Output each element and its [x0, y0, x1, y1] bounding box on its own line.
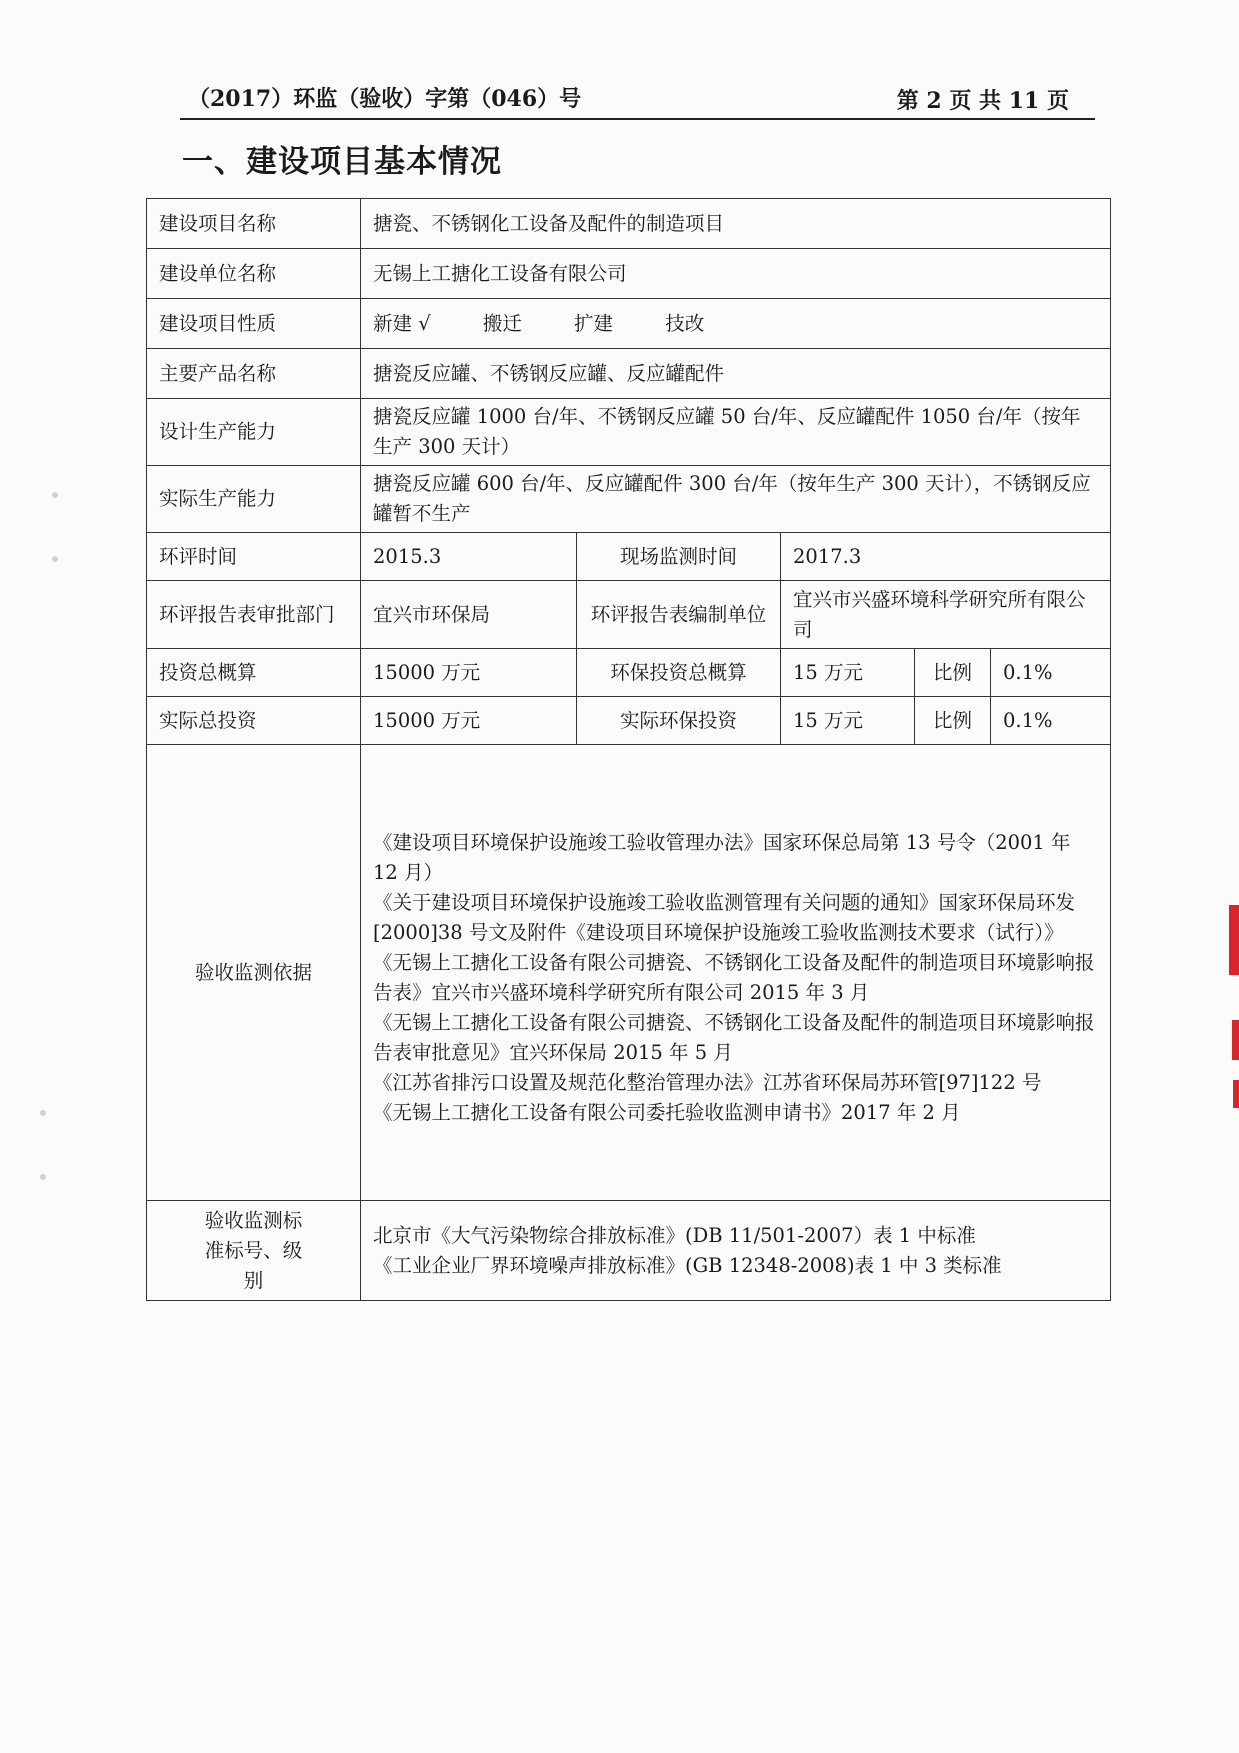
binding-hole — [52, 492, 58, 498]
table-row — [147, 349, 1111, 399]
table-row — [147, 649, 1111, 697]
table-row — [147, 249, 1111, 299]
design-capacity-label: 设计生产能力 — [147, 399, 361, 466]
products-value: 搪瓷反应罐、不锈钢反应罐、反应罐配件 — [361, 349, 1111, 399]
table-row — [147, 399, 1111, 466]
actual-invest-value: 15000 万元 — [361, 697, 577, 745]
ratio-est-label: 比例 — [915, 649, 991, 697]
approval-dept-label: 环评报告表审批部门 — [147, 581, 361, 649]
binding-hole — [40, 1110, 46, 1116]
nature-option-expand: 扩建 — [574, 311, 614, 335]
design-capacity-value: 搪瓷反应罐 1000 台/年、不锈钢反应罐 50 台/年、反应罐配件 1050 台/年（按年生产 300 天计） — [361, 399, 1111, 466]
compile-unit-value: 宜兴市兴盛环境科学研究所有限公司 — [781, 581, 1111, 649]
basis-item: 《无锡上工搪化工设备有限公司搪瓷、不锈钢化工设备及配件的制造项目环境影响报告表审批意见》宜兴环保局 2015 年 5 月 — [373, 1011, 1095, 1064]
document-number: （2017）环监（验收）字第（046）号 — [188, 86, 582, 112]
standard-item: 北京市《大气污染物综合排放标准》(DB 11/501-2007）表 1 中标准 — [373, 1223, 976, 1247]
actual-env-invest-label: 实际环保投资 — [577, 697, 781, 745]
red-stamp-edge — [1232, 1020, 1239, 1060]
red-stamp-edge — [1229, 905, 1239, 975]
nature-option-new: 新建 √ — [373, 311, 431, 335]
table-row — [147, 533, 1111, 581]
standard-item: 《工业企业厂界环境噪声排放标准》(GB 12348-2008)表 1 中 3 类标准 — [373, 1253, 1002, 1277]
table-row — [147, 581, 1111, 649]
project-info-table — [146, 198, 1111, 1301]
invest-est-label: 投资总概算 — [147, 649, 361, 697]
nature-option-relocate: 搬迁 — [482, 311, 522, 335]
invest-est-value: 15000 万元 — [361, 649, 577, 697]
basis-label: 验收监测依据 — [147, 745, 361, 1201]
basis-item: 《无锡上工搪化工设备有限公司搪瓷、不锈钢化工设备及配件的制造项目环境影响报告表》宜兴市兴盛环境科学研究所有限公司 2015 年 3 月 — [373, 951, 1095, 1004]
red-stamp-edge — [1233, 1080, 1239, 1108]
basis-item: 《无锡上工搪化工设备有限公司委托验收监测申请书》2017 年 2 月 — [373, 1101, 961, 1124]
ratio-actual-value: 0.1% — [991, 697, 1111, 745]
section-title: 一、建设项目基本情况 — [182, 144, 502, 180]
unit-value: 无锡上工搪化工设备有限公司 — [361, 249, 1111, 299]
actual-env-invest-value: 15 万元 — [781, 697, 915, 745]
nature-option-renovate: 技改 — [665, 311, 705, 335]
standard-list — [361, 1201, 1111, 1301]
actual-capacity-label: 实际生产能力 — [147, 466, 361, 533]
compile-unit-label: 环评报告表编制单位 — [577, 581, 781, 649]
basis-list — [361, 745, 1111, 1201]
table-row — [147, 697, 1111, 745]
ratio-est-value: 0.1% — [991, 649, 1111, 697]
table-row — [147, 1201, 1111, 1301]
basis-item: 《江苏省排污口设置及规范化整治管理办法》江苏省环保局苏环管[97]122 号 — [373, 1071, 1042, 1094]
nature-value — [361, 299, 1111, 349]
basis-item: 《建设项目环境保护设施竣工验收管理办法》国家环保总局第 13 号令（2001 年 12 月） — [373, 831, 1071, 884]
binding-hole — [40, 1174, 46, 1180]
monitor-time-label: 现场监测时间 — [577, 533, 781, 581]
project-name-label: 建设项目名称 — [147, 199, 361, 249]
actual-invest-label: 实际总投资 — [147, 697, 361, 745]
eia-time-value: 2015.3 — [361, 533, 577, 581]
unit-label: 建设单位名称 — [147, 249, 361, 299]
eia-time-label: 环评时间 — [147, 533, 361, 581]
monitor-time-value: 2017.3 — [781, 533, 1111, 581]
table-row — [147, 466, 1111, 533]
standard-label: 验收监测标准标号、级别 — [147, 1201, 361, 1301]
products-label: 主要产品名称 — [147, 349, 361, 399]
table-row — [147, 199, 1111, 249]
actual-capacity-value: 搪瓷反应罐 600 台/年、反应罐配件 300 台/年（按年生产 300 天计），不锈钢反应罐暂不生产 — [361, 466, 1111, 533]
env-invest-est-value: 15 万元 — [781, 649, 915, 697]
approval-dept-value: 宜兴市环保局 — [361, 581, 577, 649]
project-name-value: 搪瓷、不锈钢化工设备及配件的制造项目 — [361, 199, 1111, 249]
basis-item: 《关于建设项目环境保护设施竣工验收监测管理有关问题的通知》国家环保局环发[2000]38 号文及附件《建设项目环境保护设施竣工验收监测技术要求（试行）》 — [373, 891, 1076, 944]
ratio-actual-label: 比例 — [915, 697, 991, 745]
page-header — [180, 80, 1095, 120]
table-row — [147, 299, 1111, 349]
table-row — [147, 745, 1111, 1201]
binding-hole — [52, 556, 58, 562]
page-number: 第 2 页 共 11 页 — [896, 88, 1069, 114]
nature-label: 建设项目性质 — [147, 299, 361, 349]
env-invest-est-label: 环保投资总概算 — [577, 649, 781, 697]
